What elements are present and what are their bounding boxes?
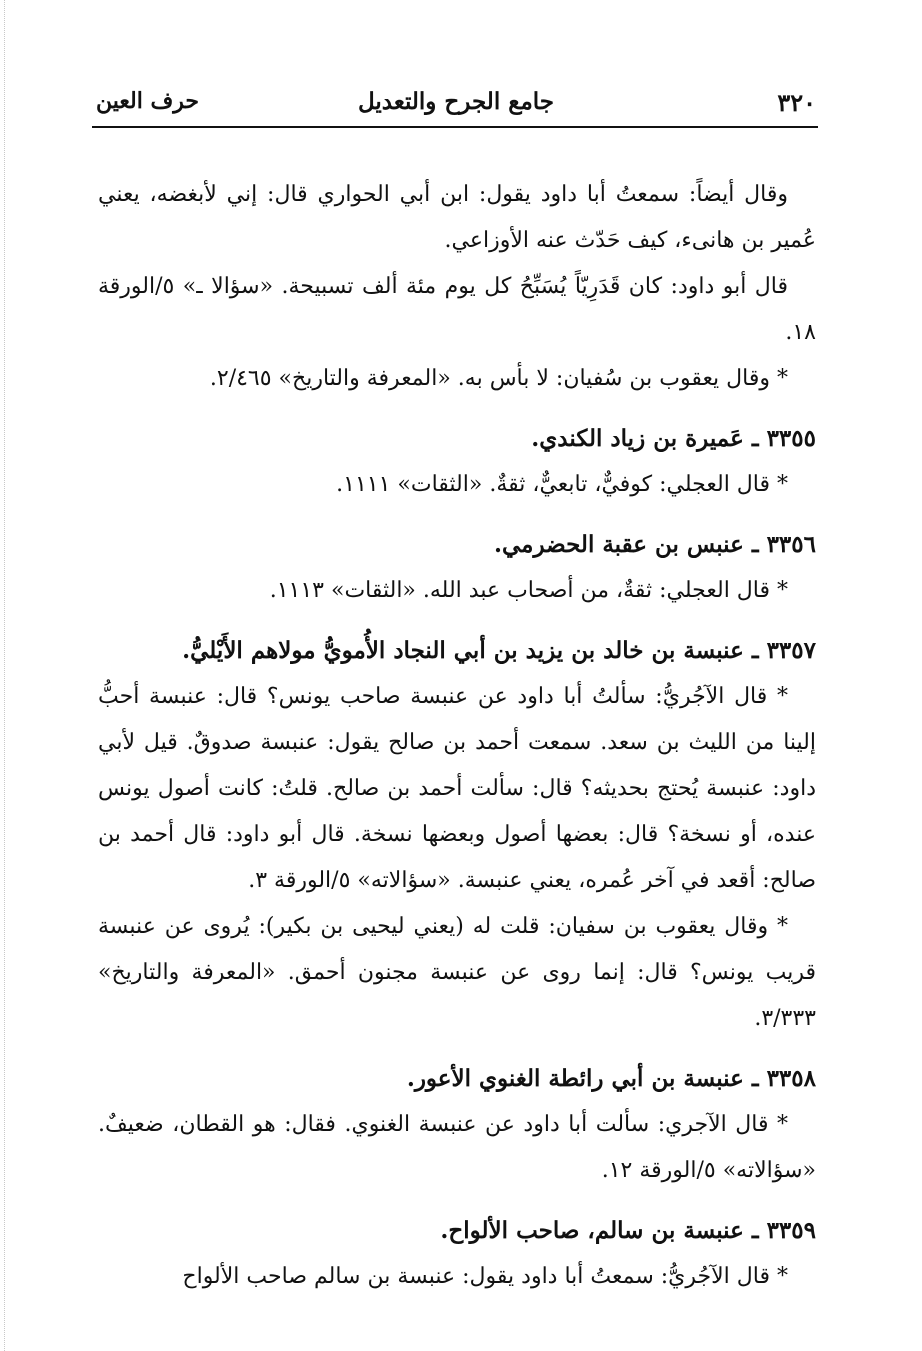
chapter-title: حرف العين <box>96 88 200 114</box>
paragraph: * وقال يعقوب بن سفيان: قلت له (يعني ليحيى بن بكير): يُروى عن عنبسة قريب يونس؟ قال: إنما روى عن عنبسة مجنون أحمق. «المعرفة والتاريخ» ٣/٣٣٣. <box>98 914 816 1031</box>
book-title: جامع الجرح والتعديل <box>357 88 555 115</box>
page-edge <box>4 0 6 1351</box>
header-rule <box>92 126 818 128</box>
paragraph: * قال العجلي: كوفيٌّ، تابعيٌّ، ثقةٌ. «الثقات» ١١١١. <box>336 472 788 497</box>
paragraph: * قال الآجُريُّ: سألتُ أبا داود عن عنبسة صاحب يونس؟ قال: عنبسة أحبُّ إلينا من الليث بن سعد. سمعت أحمد بن صالح يقول: عنبسة صدوقٌ. قيل لأبي داود: عنبسة يُحتج بحديثه؟ قال: سألت أحمد بن صالح. قلتُ: كانت أصول يونس عنده، أو نسخة؟ قال: بعضها أصول وبعضها نسخة. قال أبو داود: قال أحمد بن صالح: أقعد في آخر عُمره، يعني عنبسة. «سؤالاته» ٥/الورقة ٣. <box>98 684 817 893</box>
page-number: ٣٢٠ <box>777 88 816 117</box>
entry-heading-3356: ٣٣٥٦ ـ عنبس بن عقبة الحضرمي. <box>493 531 816 558</box>
entry-heading-3357: ٣٣٥٧ ـ عنبسة بن خالد بن يزيد بن أبي النجاد الأُمويُّ مولاهم الأَيْليُّ. <box>182 637 816 664</box>
paragraph: * قال الآجري: سألت أبا داود عن عنبسة الغنوي. فقال: هو القطان، ضعيفٌ. «سؤالاته» ٥/الورقة ١٢. <box>98 1112 816 1183</box>
paragraph: وقال أيضاً: سمعتُ أبا داود يقول: ابن أبي الحواري قال: إني لأبغضه، يعني عُمير بن هانىء، كيف حَدّث عنه الأوزاعي. <box>98 182 816 253</box>
entry-heading-3358: ٣٣٥٨ ـ عنبسة بن أبي رائطة الغنوي الأعور. <box>406 1065 816 1092</box>
entry-heading-3355: ٣٣٥٥ ـ عَميرة بن زياد الكندي. <box>531 425 816 452</box>
running-header <box>96 88 816 128</box>
paragraph: قال أبو داود: كان قَدَرِيّاً يُسَبِّحُ كل يوم مئة ألف تسبيحة. «سؤالا ـ» ٥/الورقة ١٨. <box>98 274 816 345</box>
paragraph: * قال العجلي: ثقةٌ، من أصحاب عبد الله. «الثقات» ١١١٣. <box>269 578 788 603</box>
page-body <box>98 172 816 1300</box>
entry-heading-3359: ٣٣٥٩ ـ عنبسة بن سالم، صاحب الألواح. <box>440 1217 816 1244</box>
paragraph: * وقال يعقوب بن سُفيان: لا بأس به. «المعرفة والتاريخ» ٢/٤٦٥. <box>209 366 788 391</box>
paragraph: * قال الآجُريُّ: سمعتُ أبا داود يقول: عنبسة بن سالم صاحب الألواح <box>182 1264 788 1289</box>
